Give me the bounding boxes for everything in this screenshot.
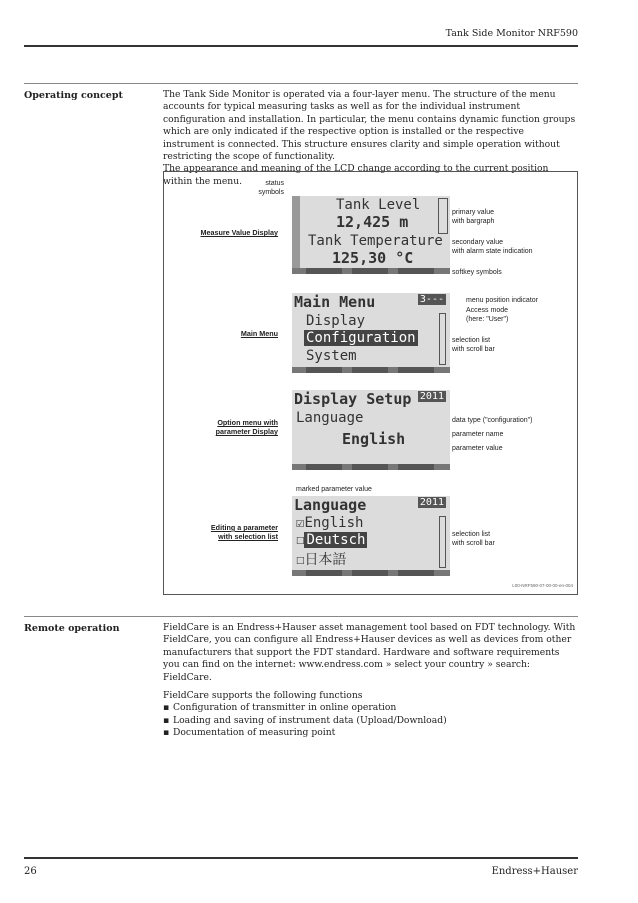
option-title: Display Setup xyxy=(294,390,412,408)
menu-position: 3--- xyxy=(419,294,444,305)
softkey xyxy=(306,570,342,576)
display-label: Main Menu xyxy=(240,329,278,338)
softkey xyxy=(352,367,388,373)
annotation-data-type: data type ("configuration") xyxy=(452,417,533,424)
softkey xyxy=(398,367,434,373)
section-rule xyxy=(24,83,578,84)
annotation-softkey: softkey symbols xyxy=(452,269,502,276)
softkey xyxy=(398,570,434,576)
softkey xyxy=(398,464,434,470)
menu-title: Main Menu xyxy=(294,293,376,311)
scroll-bar[interactable] xyxy=(439,516,446,568)
header-rule xyxy=(24,45,578,47)
annotation-primary: primary value with bargraph xyxy=(452,209,495,225)
measure-value-display xyxy=(292,196,450,274)
parameter-value: English xyxy=(342,430,406,448)
paragraph: FieldCare supports the following functions xyxy=(163,690,363,702)
paragraph: The Tank Side Monitor is operated via a four-layer menu. The structure of the menu accounts for typical measuring tasks as well as for the individual instrument configuration and installation. In particular, the menu contains dynamic function groups which are only indicated if the respective option is installed or the respective instrument is connected. This structure ensures clarity and simple operation without restricting the scope of functionality. xyxy=(163,89,576,163)
annotation-parameter-value: parameter value xyxy=(452,445,503,452)
section-title-remote: Remote operation xyxy=(24,623,120,634)
edit-position: 2011 xyxy=(419,497,444,508)
paragraph: FieldCare is an Endress+Hauser asset management tool based on FDT technology. With FieldCare, you can configure all Endress+Hauser devices as well as devices from other manufacturers that support the FDT standard. Hardware and software requirements you can find on the internet: www.endress.com » select your country » search: FieldCare. xyxy=(163,622,576,683)
annotation-access-mode: Access mode (here: "User") xyxy=(466,307,509,323)
figure-code: L00-NRF590-07-00-00-en-004 xyxy=(512,583,573,588)
page-number: 26 xyxy=(24,866,37,877)
annotation-selection-list: selection list with scroll bar xyxy=(452,337,495,353)
function-list xyxy=(163,702,578,739)
softkey xyxy=(306,367,342,373)
selection-item[interactable]: ☐ Deutsch xyxy=(296,532,366,548)
display-label: Option menu with parameter Display xyxy=(215,418,278,436)
status-symbols-column xyxy=(292,196,300,268)
annotation-menu-position: menu position indicator xyxy=(466,297,538,304)
annotation-selection-list: selection list with scroll bar xyxy=(452,531,495,547)
lcd-figure xyxy=(163,171,578,595)
softkey-bar xyxy=(292,268,450,274)
softkey-bar xyxy=(292,570,450,576)
annotation-marked-value: marked parameter value xyxy=(296,486,372,493)
list-item: ▪ Configuration of transmitter in online operation xyxy=(163,702,578,714)
softkey xyxy=(352,570,388,576)
main-menu-display xyxy=(292,293,450,373)
selection-item-label-selected: Deutsch xyxy=(306,532,366,548)
softkey-bar xyxy=(292,367,450,373)
section-rule xyxy=(24,616,578,617)
secondary-value: 125,30 °C xyxy=(332,249,414,267)
secondary-label: Tank Temperature xyxy=(308,233,443,249)
list-item: ▪ Loading and saving of instrument data (Upload/Download) xyxy=(163,715,578,727)
display-label: Measure Value Display xyxy=(200,228,278,237)
footer-rule xyxy=(24,857,578,859)
parameter-name: Language xyxy=(296,410,364,426)
header-title: Tank Side Monitor NRF590 xyxy=(445,28,578,39)
option-menu-display xyxy=(292,390,450,470)
primary-label: Tank Level xyxy=(336,197,421,213)
softkey xyxy=(352,464,388,470)
softkey xyxy=(398,268,434,274)
edit-title: Language xyxy=(294,496,367,514)
scroll-bar[interactable] xyxy=(439,313,446,365)
editing-parameter-display xyxy=(292,496,450,576)
display-label: Editing a parameter with selection list xyxy=(210,523,278,541)
annotation-secondary: secondary value with alarm state indication xyxy=(452,239,533,255)
selection-item[interactable]: ☑English xyxy=(296,515,364,531)
softkey xyxy=(352,268,388,274)
menu-item-selected[interactable]: Configuration xyxy=(306,330,416,346)
bargraph xyxy=(438,198,448,234)
selection-item[interactable]: ☐日本語 xyxy=(296,552,347,568)
softkey-bar xyxy=(292,464,450,470)
remote-text xyxy=(163,622,578,740)
status-symbols-label: status symbols xyxy=(258,180,284,196)
list-item: ▪ Documentation of measuring point xyxy=(163,727,578,739)
primary-value: 12,425 m xyxy=(336,213,409,231)
option-position: 2011 xyxy=(419,391,444,402)
selection-item-label: 日本語 xyxy=(304,552,347,568)
selection-item-label: English xyxy=(304,515,364,531)
section-title-operating: Operating concept xyxy=(24,90,123,101)
paragraph: The appearance and meaning of the LCD change according to the current position within the menu. xyxy=(163,163,549,187)
annotation-parameter-name: parameter name xyxy=(452,431,504,438)
softkey xyxy=(306,268,342,274)
menu-item[interactable]: System xyxy=(306,348,357,364)
footer-brand: Endress+Hauser xyxy=(491,866,578,877)
softkey xyxy=(306,464,342,470)
menu-item[interactable]: Display xyxy=(306,313,366,329)
